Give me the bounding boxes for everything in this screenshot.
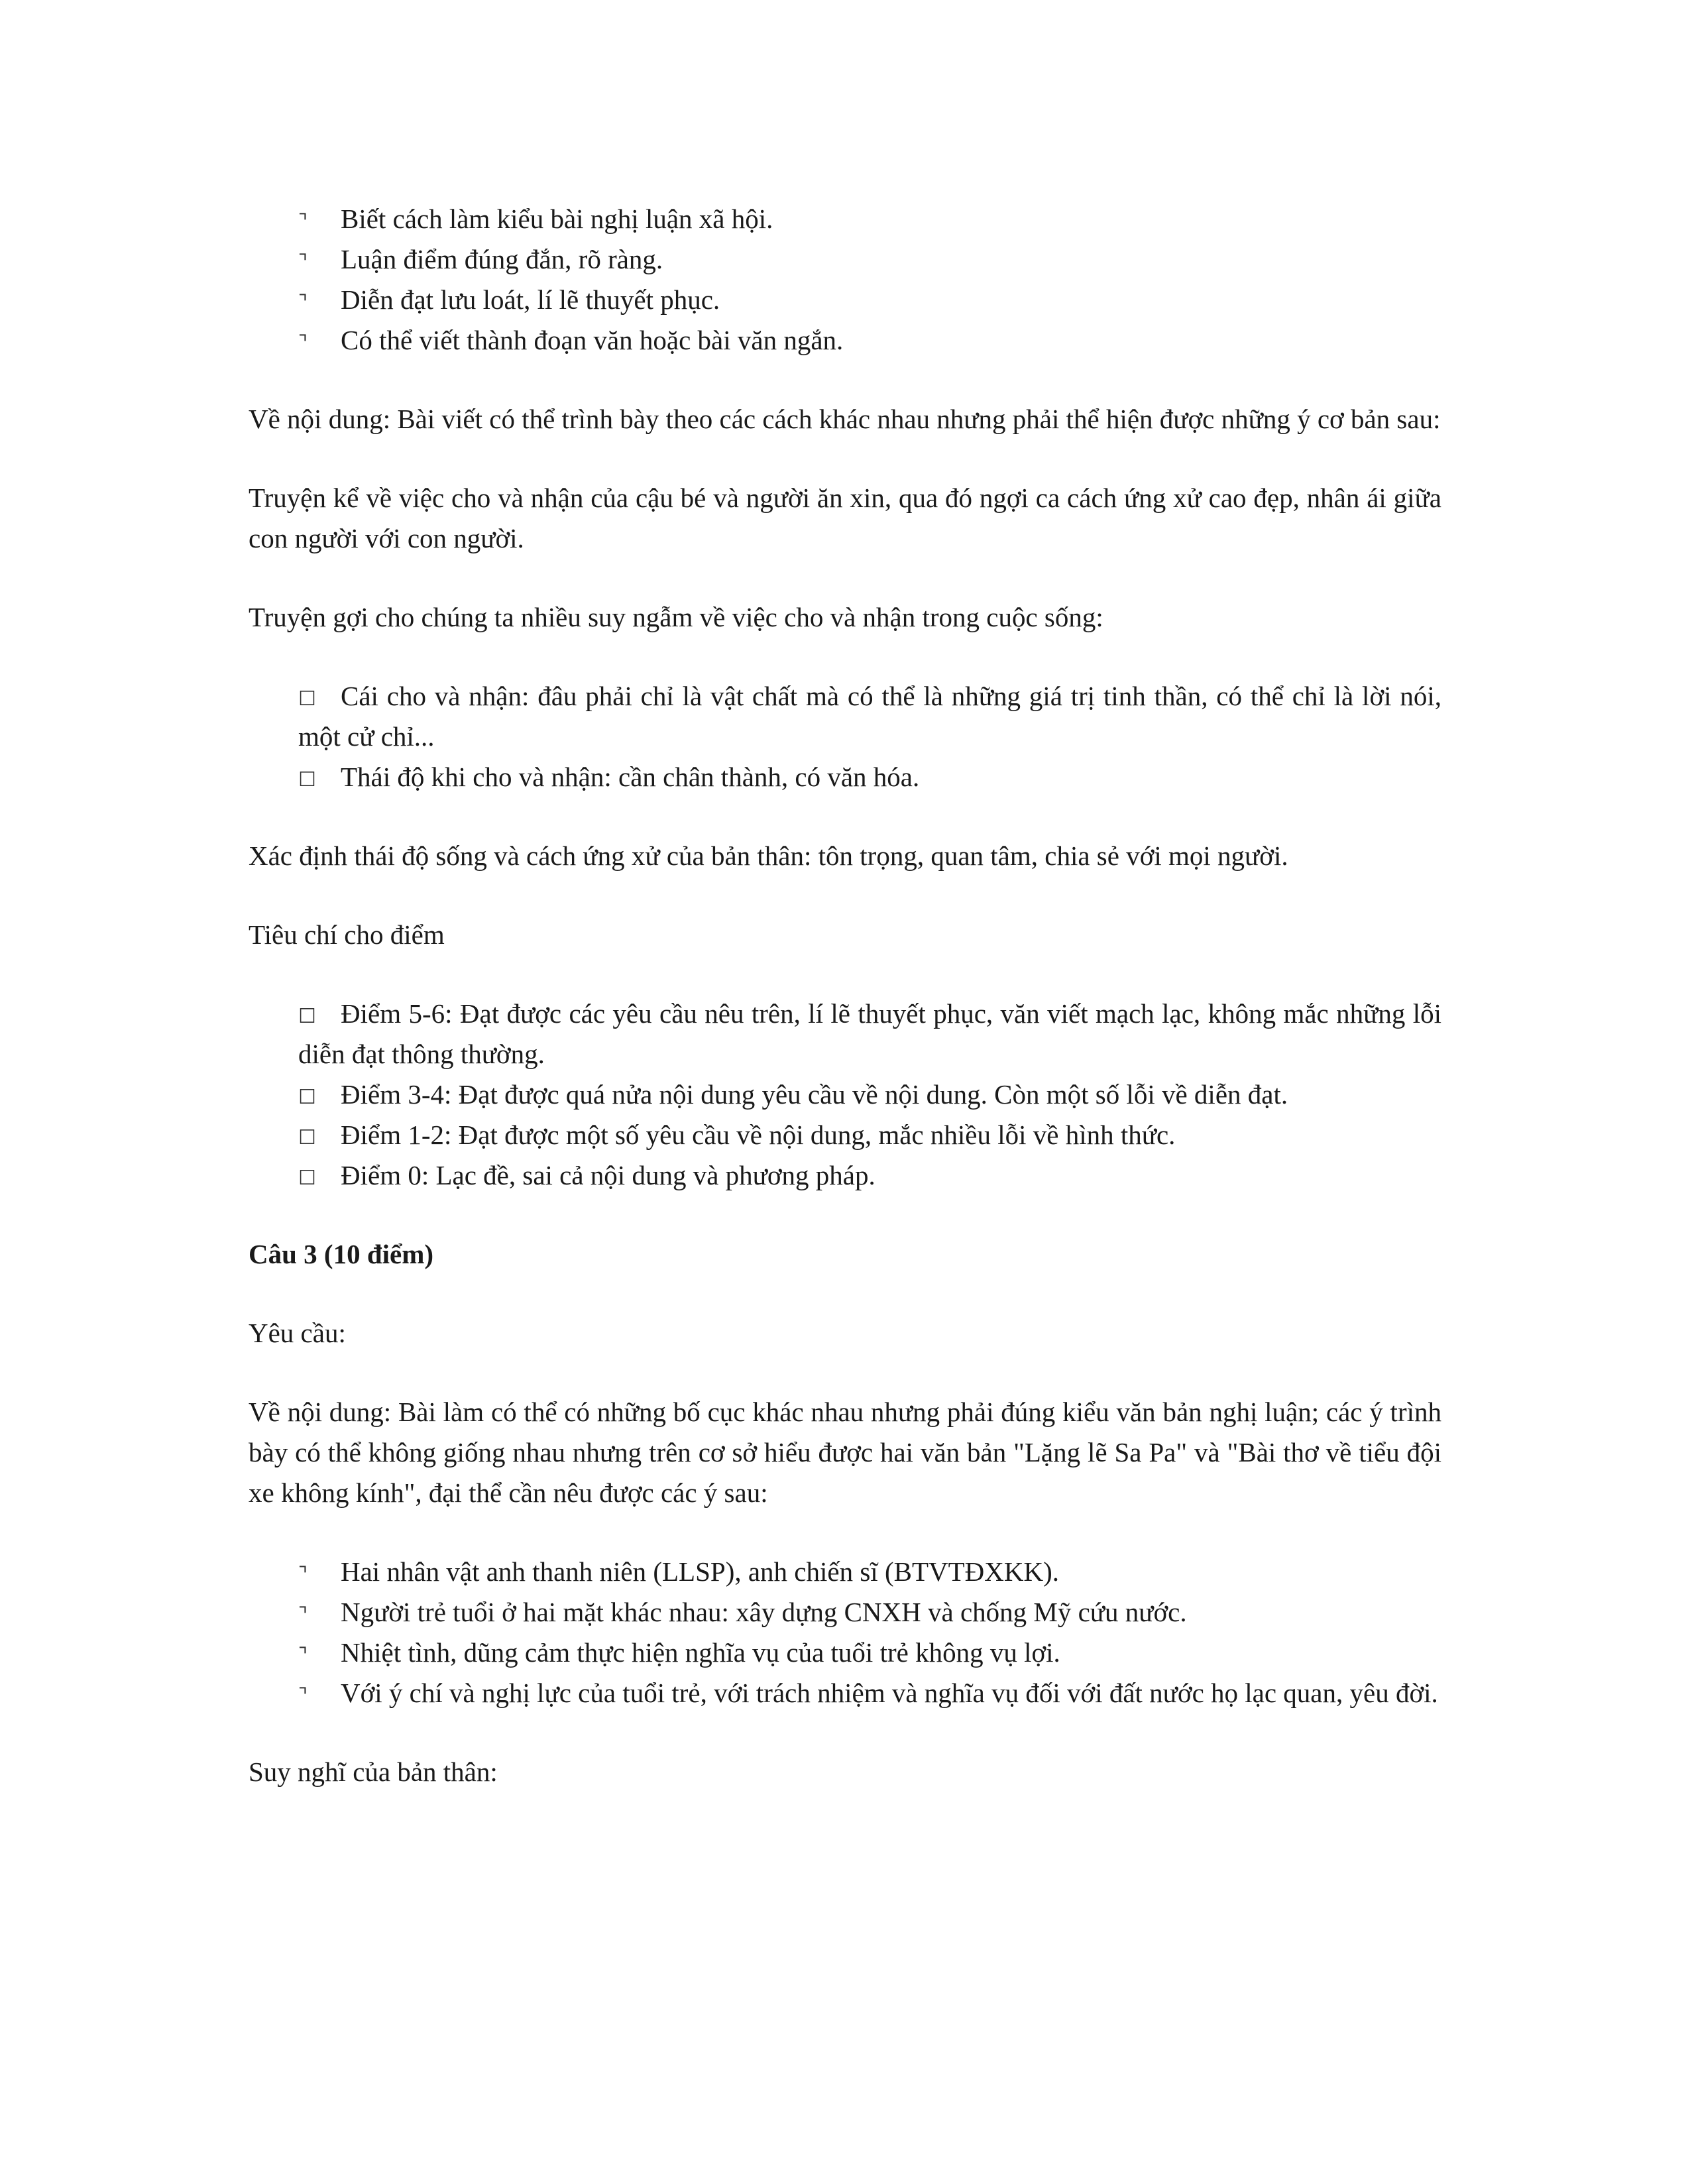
list-item: ⌝ Có thể viết thành đoạn văn hoặc bài văn ngắn.: [298, 325, 844, 355]
list-item: ⌝ Biết cách làm kiểu bài nghị luận xã hội.: [298, 203, 773, 234]
checkbox-bullet-icon: ⌝: [298, 291, 308, 314]
list-item: ☐ Cái cho và nhận: đâu phải chỉ là vật chất mà có thể là những giá trị tinh thần, có thể chỉ là lời nói, một cử chỉ...: [298, 681, 1441, 752]
checkbox-bullet-icon: ☐: [298, 1167, 316, 1190]
checkbox-bullet-icon: ☐: [298, 687, 316, 711]
list-item: ☐ Điểm 1-2: Đạt được một số yêu cầu về nội dung, mắc nhiều lỗi về hình thức.: [298, 1120, 1176, 1150]
requirements-label: Yêu cầu:: [249, 1318, 346, 1348]
list-item: ⌝ Luận điểm đúng đắn, rõ ràng.: [298, 244, 663, 274]
list-item: ⌝ Hai nhân vật anh thanh niên (LLSP), anh chiến sĩ (BTVTĐXKK).: [298, 1556, 1059, 1587]
list-item: ⌝ Với ý chí và nghị lực của tuổi trẻ, với trách nhiệm và nghĩa vụ đối với đất nước họ lạc quan, yêu đời.: [298, 1678, 1438, 1708]
content-requirements-paragraph: Về nội dung: Bài làm có thể có những bố cục khác nhau nhưng phải đúng kiểu văn bản nghị luận; các ý trình bày có thể không giống nhau nhưng trên cơ sở hiểu được hai văn bản "Lặng lẽ Sa Pa" và "Bài thơ về tiểu đội xe không kính", đại thể cần nêu được các ý sau:: [249, 1397, 1441, 1508]
section-heading: Câu 3 (10 điểm): [249, 1239, 434, 1269]
checkbox-bullet-icon: ☐: [298, 768, 316, 791]
personal-thoughts-label: Suy nghĩ của bản thân:: [249, 1756, 498, 1787]
scoring-list: [249, 994, 1441, 1196]
checkbox-bullet-icon: ⌝: [298, 1563, 308, 1586]
checkbox-bullet-icon: ⌝: [298, 1644, 308, 1667]
checkbox-bullet-icon: ⌝: [298, 331, 308, 355]
checkbox-bullet-icon: ⌝: [298, 1684, 308, 1707]
list-item: ☐ Điểm 0: Lạc đề, sai cả nội dung và phương pháp.: [298, 1160, 875, 1190]
checkbox-bullet-icon: ⌝: [298, 1603, 308, 1627]
reflection-paragraph: Truyện gợi cho chúng ta nhiều suy ngẫm về việc cho và nhận trong cuộc sống:: [249, 602, 1103, 632]
list-item: ☐ Thái độ khi cho và nhận: cần chân thành, có văn hóa.: [298, 762, 920, 792]
list-item: ⌝ Người trẻ tuổi ở hai mặt khác nhau: xây dựng CNXH và chống Mỹ cứu nước.: [298, 1597, 1187, 1627]
scoring-criteria-label: Tiêu chí cho điểm: [249, 919, 445, 950]
main-ideas-list: [249, 1552, 1441, 1713]
list-item: ☐ Điểm 5-6: Đạt được các yêu cầu nêu trên, lí lẽ thuyết phục, văn viết mạch lạc, không mắc những lỗi diễn đạt thông thường.: [298, 998, 1441, 1069]
give-receive-list: [249, 676, 1441, 797]
list-item: ☐ Điểm 3-4: Đạt được quá nửa nội dung yêu cầu về nội dung. Còn một số lỗi về diễn đạt.: [298, 1079, 1288, 1110]
checkbox-bullet-icon: ⌝: [298, 251, 308, 274]
checkbox-bullet-icon: ☐: [298, 1005, 316, 1028]
checkbox-bullet-icon: ⌝: [298, 210, 308, 233]
content-paragraph: Về nội dung: Bài viết có thể trình bày theo các cách khác nhau nhưng phải thể hiện được những ý cơ bản sau:: [249, 404, 1441, 434]
list-item: ⌝ Nhiệt tình, dũng cảm thực hiện nghĩa vụ của tuổi trẻ không vụ lợi.: [298, 1637, 1060, 1668]
story-summary-paragraph: Truyện kể về việc cho và nhận của cậu bé và người ăn xin, qua đó ngợi ca cách ứng xử cao đẹp, nhân ái giữa con người với con người.: [249, 483, 1441, 553]
checkbox-bullet-icon: ☐: [298, 1086, 316, 1109]
checkbox-bullet-icon: ☐: [298, 1126, 316, 1149]
list-item: ⌝ Diễn đạt lưu loát, lí lẽ thuyết phục.: [298, 284, 720, 315]
requirements-list: [249, 199, 1441, 361]
attitude-paragraph: Xác định thái độ sống và cách ứng xử của bản thân: tôn trọng, quan tâm, chia sẻ với mọi người.: [249, 840, 1288, 871]
